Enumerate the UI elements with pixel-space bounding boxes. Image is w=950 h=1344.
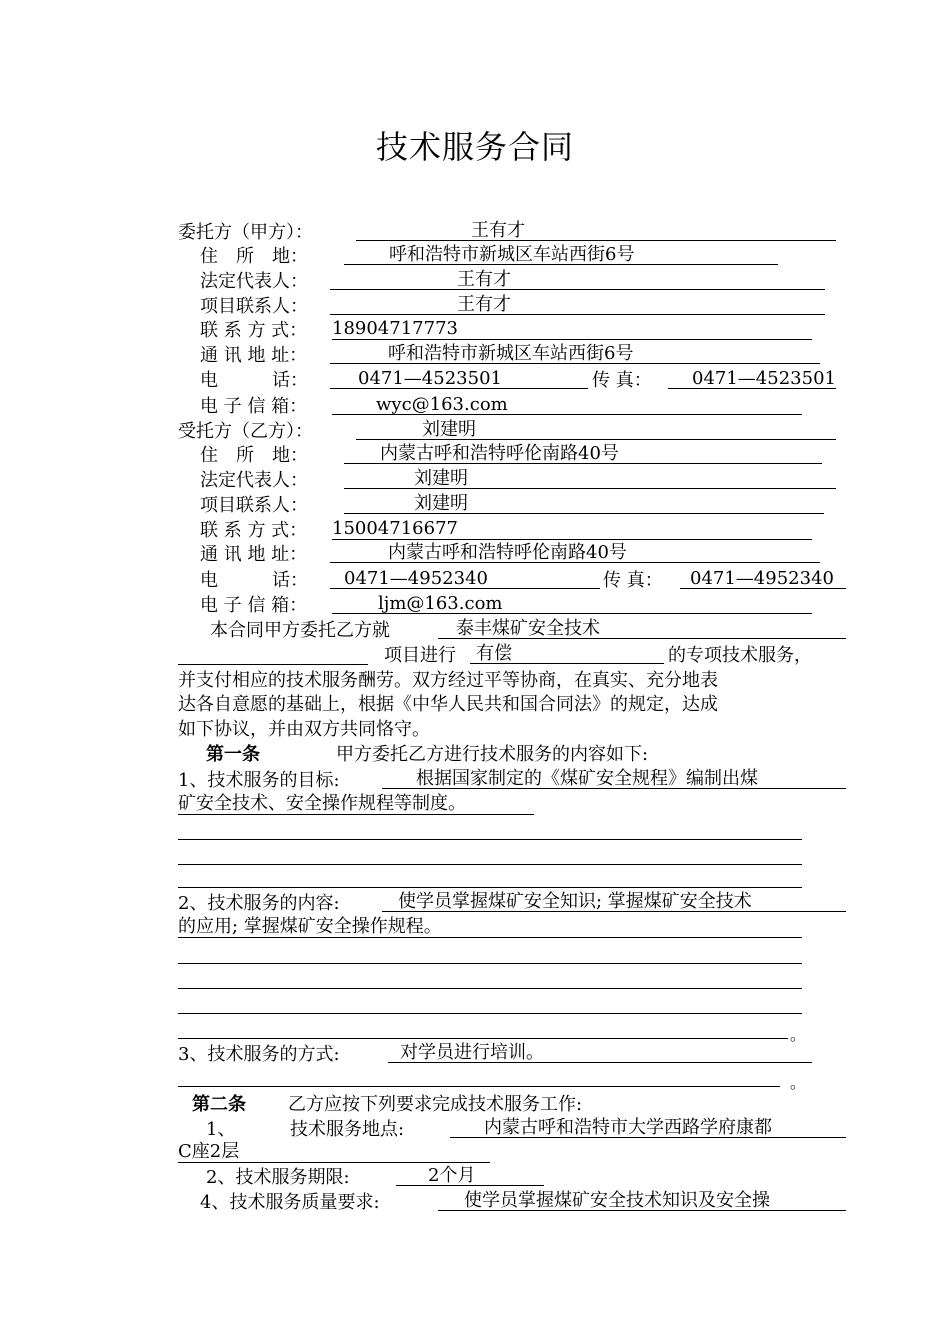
party-b-email-label: 电 子 信 箱：	[200, 595, 308, 616]
party-b-contact-person-label: 项目联系人：	[200, 495, 308, 516]
intro-paid: 有偿	[470, 643, 664, 664]
method-blank-line	[178, 1086, 780, 1087]
party-b-phone: 0471—4952340	[330, 568, 600, 589]
party-b-legal-rep: 刘建明	[344, 468, 836, 489]
quality-text: 使学员掌握煤矿安全技术知识及安全操	[438, 1190, 846, 1211]
party-a-email-label: 电 子 信 箱：	[200, 396, 308, 417]
party-b-email: ljm@163.com	[332, 593, 812, 614]
party-a-mail-address: 呼和浩特市新城区车站西街6号	[330, 343, 820, 364]
party-a-fax-label: 传 真：	[592, 370, 652, 391]
intro-after-paid: 的专项技术服务，	[668, 645, 812, 666]
party-a-heading: 委托方（甲方）：	[178, 222, 313, 243]
goal-text-1: 根据国家制定的《煤矿安全规程》编制出煤	[382, 768, 846, 789]
goal-blank-line	[178, 887, 802, 888]
goal-blank-line	[178, 864, 802, 865]
intro-line-2: 并支付相应的技术服务酬劳。双方经过平等协商，在真实、充分地表	[178, 670, 718, 691]
content-blank-line	[178, 963, 802, 964]
intro-line-3: 达各自意愿的基础上，根据《中华人民共和国合同法》的规定，达成	[178, 694, 718, 715]
party-a-phone-label: 电 话：	[200, 370, 308, 391]
party-b-address: 内蒙古呼和浩特呼伦南路40号	[344, 443, 822, 464]
party-a-fax: 0471—4523501	[668, 368, 836, 389]
party-a-email: wyc@163.com	[332, 394, 802, 415]
party-a-legal-rep: 王有才	[330, 269, 825, 290]
party-a-address-label: 住 所 地：	[200, 246, 308, 267]
intro-blank-rule	[178, 664, 368, 665]
party-a-contact-person: 王有才	[330, 294, 825, 315]
content-blank-line	[178, 1038, 788, 1039]
party-a-mail-address-label: 通 讯 地 址：	[200, 345, 308, 366]
party-b-heading: 受托方（乙方）：	[178, 421, 313, 442]
content-text-2: 的应用; 掌握煤矿安全操作规程。	[178, 916, 802, 938]
content-period: 。	[790, 1025, 807, 1044]
goal-blank-line	[178, 839, 802, 840]
intro-line-4: 如下协议，并由双方共同恪守。	[178, 719, 430, 740]
party-b-mail-address: 内蒙古呼和浩特呼伦南路40号	[330, 542, 820, 563]
content-label: 2、技术服务的内容:	[178, 893, 340, 914]
article-1-text: 甲方委托乙方进行技术服务的内容如下:	[336, 744, 649, 765]
place-text-1: 内蒙古呼和浩特市大学西路学府康都	[450, 1117, 846, 1138]
party-a-name: 王有才	[356, 220, 836, 241]
party-b-mail-address-label: 通 讯 地 址：	[200, 544, 308, 565]
place-number: 1、	[206, 1119, 236, 1140]
party-b-legal-rep-label: 法定代表人：	[200, 470, 308, 491]
party-b-fax-label: 传 真：	[603, 570, 663, 591]
party-a-legal-rep-label: 法定代表人：	[200, 271, 308, 292]
party-a-phone: 0471—4523501	[330, 368, 588, 389]
method-text: 对学员进行培训。	[388, 1042, 812, 1063]
party-a-contact: 18904717773	[332, 318, 812, 340]
term-label: 2、技术服务期限:	[206, 1167, 350, 1188]
party-b-contact-person: 刘建明	[344, 493, 824, 514]
intro-project-cont: 项目进行	[384, 645, 456, 666]
party-a-contact-label: 联 系 方 式：	[200, 320, 308, 341]
content-blank-line	[178, 1013, 802, 1014]
party-b-phone-label: 电 话：	[200, 570, 308, 591]
intro-lead: 本合同甲方委托乙方就	[210, 620, 390, 641]
party-b-address-label: 住 所 地：	[200, 445, 308, 466]
method-period: 。	[790, 1073, 807, 1092]
goal-label: 1、技术服务的目标:	[178, 770, 340, 791]
party-a-address: 呼和浩特市新城区车站西街6号	[344, 244, 778, 265]
content-text-1: 使学员掌握煤矿安全知识; 掌握煤矿安全技术	[382, 891, 846, 912]
article-1-heading: 第一条	[206, 744, 260, 765]
content-blank-line	[178, 988, 802, 989]
page-title: 技术服务合同	[375, 128, 574, 166]
goal-text-2: 矿安全技术、安全操作规程等制度。	[178, 793, 534, 815]
term-text: 2个月	[396, 1165, 544, 1186]
party-b-contact-label: 联 系 方 式：	[200, 520, 308, 541]
article-2-heading: 第二条	[192, 1094, 246, 1115]
party-b-fax: 0471—4952340	[680, 568, 846, 589]
quality-label: 4、技术服务质量要求:	[200, 1192, 380, 1213]
article-2-text: 乙方应按下列要求完成技术服务工作:	[288, 1094, 583, 1115]
intro-project: 泰丰煤矿安全技术	[438, 618, 846, 639]
party-a-contact-person-label: 项目联系人：	[200, 296, 308, 317]
party-b-name: 刘建明	[356, 419, 836, 440]
party-b-contact: 15004716677	[332, 518, 812, 540]
method-label: 3、技术服务的方式:	[178, 1044, 340, 1065]
place-text-2: C座2层	[178, 1141, 490, 1163]
place-label: 技术服务地点:	[290, 1119, 405, 1140]
